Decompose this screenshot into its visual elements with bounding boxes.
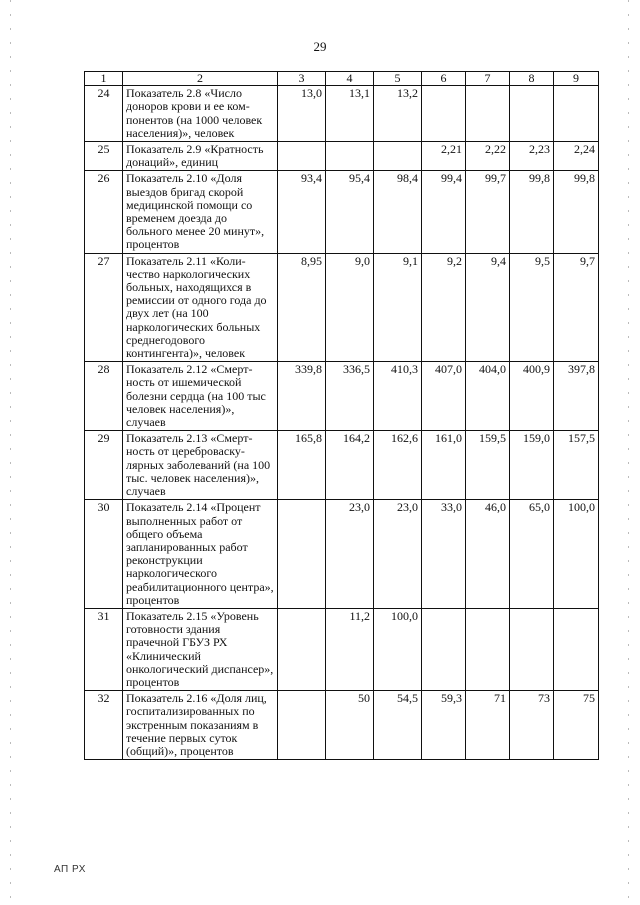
value-cell: 95,4 <box>326 171 374 253</box>
left-margin-dots <box>10 0 11 905</box>
table-row <box>85 431 599 500</box>
value-cell: 100,0 <box>374 608 422 690</box>
column-header: 5 <box>374 72 422 86</box>
column-header: 8 <box>510 72 554 86</box>
table-row <box>85 171 599 253</box>
table-row <box>85 691 599 760</box>
table-row <box>85 500 599 609</box>
row-number-cell: 31 <box>85 608 123 690</box>
value-cell: 9,7 <box>554 253 599 362</box>
value-cell: 23,0 <box>326 500 374 609</box>
value-cell: 410,3 <box>374 362 422 431</box>
value-cell: 13,0 <box>278 86 326 142</box>
row-number-cell: 29 <box>85 431 123 500</box>
indicator-name-cell: Показатель 2.16 «Доля лиц, госпитализированных по экстренным показаниям в течение первых суток (общий)», процентов <box>123 691 278 760</box>
value-cell: 159,0 <box>510 431 554 500</box>
value-cell: 13,1 <box>326 86 374 142</box>
column-header: 4 <box>326 72 374 86</box>
value-cell: 400,9 <box>510 362 554 431</box>
value-cell: 9,4 <box>466 253 510 362</box>
value-cell: 71 <box>466 691 510 760</box>
value-cell: 157,5 <box>554 431 599 500</box>
value-cell: 336,5 <box>326 362 374 431</box>
row-number-cell: 26 <box>85 171 123 253</box>
indicator-name-cell: Показатель 2.11 «Количество наркологических больных, находящихся в ремиссии от одного года до двух лет (на 100 наркологических больных среднегодового контингента)», человек <box>123 253 278 362</box>
row-number-cell: 27 <box>85 253 123 362</box>
row-number-cell: 30 <box>85 500 123 609</box>
column-header: 7 <box>466 72 510 86</box>
value-cell: 404,0 <box>466 362 510 431</box>
table-row <box>85 253 599 362</box>
value-cell: 2,23 <box>510 142 554 171</box>
table-row <box>85 362 599 431</box>
value-cell: 93,4 <box>278 171 326 253</box>
value-cell: 2,21 <box>422 142 466 171</box>
row-number-cell: 25 <box>85 142 123 171</box>
indicator-name-cell: Показатель 2.8 «Число доноров крови и ее компонентов (на 1000 человек населения)», человек <box>123 86 278 142</box>
indicator-name-cell: Показатель 2.14 «Процент выполненных работ от общего объема запланированных работ реконструкции наркологического реабилитационного центра», процентов <box>123 500 278 609</box>
column-header: 1 <box>85 72 123 86</box>
row-number-cell: 24 <box>85 86 123 142</box>
value-cell: 50 <box>326 691 374 760</box>
right-margin-dots <box>628 0 629 905</box>
value-cell: 9,0 <box>326 253 374 362</box>
value-cell: 2,22 <box>466 142 510 171</box>
column-header: 3 <box>278 72 326 86</box>
value-cell: 59,3 <box>422 691 466 760</box>
value-cell: 9,1 <box>374 253 422 362</box>
column-header: 2 <box>123 72 278 86</box>
value-cell: 162,6 <box>374 431 422 500</box>
column-header: 9 <box>554 72 599 86</box>
value-cell <box>278 608 326 690</box>
value-cell <box>510 608 554 690</box>
value-cell: 33,0 <box>422 500 466 609</box>
footer-stamp: АП РХ <box>54 864 86 875</box>
indicator-table <box>84 71 599 760</box>
row-number-cell: 32 <box>85 691 123 760</box>
value-cell: 407,0 <box>422 362 466 431</box>
value-cell: 165,8 <box>278 431 326 500</box>
value-cell: 164,2 <box>326 431 374 500</box>
indicator-name-cell: Показатель 2.10 «Доля выездов бригад скорой медицинской помощи со временем доезда до больного менее 20 минут», процентов <box>123 171 278 253</box>
value-cell: 75 <box>554 691 599 760</box>
value-cell: 73 <box>510 691 554 760</box>
indicator-name-cell: Показатель 2.12 «Смертность от ишемической болезни сердца (на 100 тыс человек населения)», случаев <box>123 362 278 431</box>
value-cell: 65,0 <box>510 500 554 609</box>
value-cell <box>278 691 326 760</box>
row-number-cell: 28 <box>85 362 123 431</box>
value-cell: 46,0 <box>466 500 510 609</box>
header-row <box>85 72 599 86</box>
value-cell <box>554 86 599 142</box>
value-cell: 99,8 <box>554 171 599 253</box>
table-row <box>85 142 599 171</box>
value-cell: 23,0 <box>374 500 422 609</box>
value-cell: 8,95 <box>278 253 326 362</box>
value-cell: 161,0 <box>422 431 466 500</box>
value-cell <box>374 142 422 171</box>
table-body <box>85 72 599 760</box>
value-cell <box>422 608 466 690</box>
indicator-name-cell: Показатель 2.13 «Смертность от цереброваскулярных заболеваний (на 100 тыс. человек населения)», случаев <box>123 431 278 500</box>
column-header: 6 <box>422 72 466 86</box>
value-cell: 159,5 <box>466 431 510 500</box>
value-cell <box>554 608 599 690</box>
value-cell <box>422 86 466 142</box>
value-cell: 98,4 <box>374 171 422 253</box>
value-cell: 339,8 <box>278 362 326 431</box>
value-cell <box>510 86 554 142</box>
value-cell: 54,5 <box>374 691 422 760</box>
value-cell: 397,8 <box>554 362 599 431</box>
value-cell: 99,4 <box>422 171 466 253</box>
value-cell <box>466 608 510 690</box>
indicator-name-cell: Показатель 2.15 «Уровень готовности здания прачечной ГБУЗ РХ «Клинический онкологический диспансер», процентов <box>123 608 278 690</box>
table-row <box>85 86 599 142</box>
value-cell <box>278 500 326 609</box>
value-cell: 9,2 <box>422 253 466 362</box>
value-cell <box>326 142 374 171</box>
indicator-name-cell: Показатель 2.9 «Кратность донаций», единиц <box>123 142 278 171</box>
value-cell: 9,5 <box>510 253 554 362</box>
value-cell: 100,0 <box>554 500 599 609</box>
value-cell: 99,7 <box>466 171 510 253</box>
page-number: 29 <box>313 39 327 54</box>
table-row <box>85 608 599 690</box>
value-cell <box>278 142 326 171</box>
value-cell: 2,24 <box>554 142 599 171</box>
value-cell: 11,2 <box>326 608 374 690</box>
value-cell: 13,2 <box>374 86 422 142</box>
value-cell <box>466 86 510 142</box>
value-cell: 99,8 <box>510 171 554 253</box>
